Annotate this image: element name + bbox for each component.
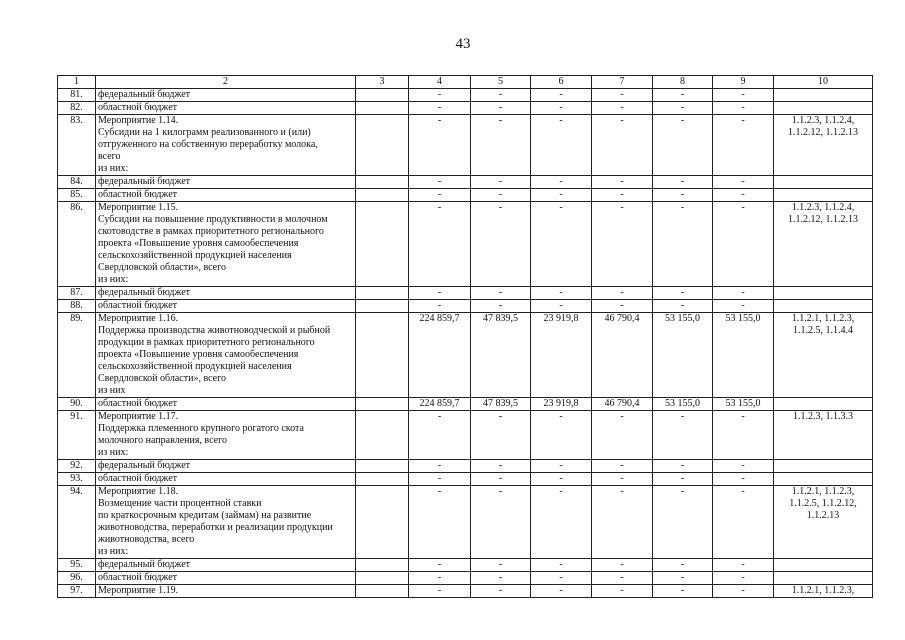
value-cell-col7: 46 790,4 [592,313,653,398]
header-cell-5: 5 [471,76,531,89]
value-cell-col7: - [592,102,653,115]
header-cell-8: 8 [653,76,713,89]
description-line: федеральный бюджет [98,559,191,570]
row-number: 91. [58,411,96,460]
row-description [96,89,356,102]
row-description [96,102,356,115]
target-codes-cell [774,411,873,460]
value-cell-col4: - [409,115,471,176]
header-cell-3: 3 [356,76,409,89]
target-code-line: 1.1.2.13 [806,510,840,521]
row-number: 93. [58,473,96,486]
table-row [58,313,873,398]
value-cell-col9: 53 155,0 [713,398,774,411]
description-line: скотоводстве в рамках приоритетного регионального [98,226,324,237]
value-cell-col4: - [409,486,471,559]
description-line: из них: [98,274,129,285]
value-cell-col8: 53 155,0 [653,398,713,411]
value-cell-col7: - [592,189,653,202]
value-cell-col6: - [531,572,592,585]
value-cell-col7: - [592,460,653,473]
value-cell-col5: - [471,300,531,313]
value-cell-col4: - [409,176,471,189]
col3-cell [356,202,409,287]
row-number: 94. [58,486,96,559]
value-cell-col6: - [531,486,592,559]
table-row [58,287,873,300]
value-cell-col7: - [592,287,653,300]
value-cell-col5: - [471,585,531,598]
row-number: 83. [58,115,96,176]
table-row [58,189,873,202]
header-cell-2: 2 [96,76,356,89]
target-codes-cell [774,313,873,398]
target-code-line: 1.1.2.3, 1.1.3.3 [793,411,853,422]
table-row [58,202,873,287]
table-header-row [58,76,873,89]
target-codes-cell [774,102,873,115]
description-line: федеральный бюджет [98,89,191,100]
col3-cell [356,585,409,598]
value-cell-col8: 53 155,0 [653,313,713,398]
page-number: 43 [455,36,471,52]
value-cell-col5: 47 839,5 [471,313,531,398]
target-codes-cell [774,115,873,176]
col3-cell [356,398,409,411]
value-cell-col5: - [471,559,531,572]
value-cell-col9: 53 155,0 [713,313,774,398]
description-line: всего [98,151,121,162]
value-cell-col9: - [713,287,774,300]
description-line: проекта «Повышение уровня самообеспечения [98,238,299,249]
target-codes-cell [774,486,873,559]
description-line: Поддержка племенного крупного рогатого скота [98,423,304,434]
description-line: из них: [98,546,129,557]
description-line: животноводства, переработки и реализации продукции [98,522,333,533]
row-number: 97. [58,585,96,598]
col3-cell [356,102,409,115]
description-line: Свердловской области», всего [98,373,226,384]
description-line: областной бюджет [98,572,178,583]
table-row [58,486,873,559]
value-cell-col9: - [713,89,774,102]
value-cell-col5: - [471,115,531,176]
row-number: 87. [58,287,96,300]
value-cell-col4: - [409,559,471,572]
description-line: Мероприятие 1.15. [98,202,179,213]
description-line: Поддержка производства животноводческой и рыбной [98,325,331,336]
value-cell-col5: - [471,486,531,559]
description-line: сельскохозяйственной продукцией населения [98,361,292,372]
row-number: 89. [58,313,96,398]
target-code-line: 1.1.2.1, 1.1.2.3, [791,313,855,324]
description-line: Мероприятие 1.18. [98,486,179,497]
table-row [58,411,873,460]
value-cell-col7: - [592,559,653,572]
col3-cell [356,189,409,202]
value-cell-col4: 224 859,7 [409,313,471,398]
description-line: продукции в рамках приоритетного регионального [98,337,315,348]
header-cell-1: 1 [58,76,96,89]
value-cell-col9: - [713,572,774,585]
value-cell-col8: - [653,572,713,585]
value-cell-col9: - [713,473,774,486]
value-cell-col9: - [713,102,774,115]
row-description [96,473,356,486]
header-cell-4: 4 [409,76,471,89]
row-number: 86. [58,202,96,287]
description-line: из них: [98,447,129,458]
col3-cell [356,559,409,572]
description-line: из них [98,385,126,396]
value-cell-col5: - [471,102,531,115]
row-number: 90. [58,398,96,411]
description-line: отгруженного на собственную переработку молока, [98,139,318,150]
description-line: Субсидии на 1 килограмм реализованного и (или) [98,127,311,138]
value-cell-col6: - [531,102,592,115]
col3-cell [356,300,409,313]
value-cell-col8: - [653,559,713,572]
table-row [58,585,873,598]
row-description [96,115,356,176]
value-cell-col4: - [409,202,471,287]
col3-cell [356,176,409,189]
value-cell-col8: - [653,585,713,598]
header-cell-10: 10 [774,76,873,89]
description-line: животноводства, всего [98,534,195,545]
target-codes-cell [774,473,873,486]
row-description [96,313,356,398]
value-cell-col6: - [531,287,592,300]
target-code-line: 1.1.2.1, 1.1.2.3, [791,585,855,596]
value-cell-col6: - [531,189,592,202]
value-cell-col8: - [653,202,713,287]
row-description [96,189,356,202]
value-cell-col9: - [713,115,774,176]
table-row [58,572,873,585]
value-cell-col7: - [592,585,653,598]
target-code-line: 1.1.2.12, 1.1.2.13 [788,214,858,225]
row-number: 85. [58,189,96,202]
description-line: Мероприятие 1.14. [98,115,179,126]
value-cell-col9: - [713,202,774,287]
value-cell-col9: - [713,176,774,189]
col3-cell [356,460,409,473]
value-cell-col8: - [653,115,713,176]
value-cell-col9: - [713,559,774,572]
value-cell-col7: - [592,176,653,189]
header-cell-7: 7 [592,76,653,89]
row-description [96,559,356,572]
col3-cell [356,89,409,102]
value-cell-col7: - [592,473,653,486]
row-description [96,287,356,300]
value-cell-col5: - [471,287,531,300]
target-codes-cell [774,176,873,189]
value-cell-col8: - [653,102,713,115]
value-cell-col6: - [531,585,592,598]
value-cell-col7: 46 790,4 [592,398,653,411]
target-code-line: 1.1.2.1, 1.1.2.3, [791,486,855,497]
value-cell-col4: 224 859,7 [409,398,471,411]
description-line: Мероприятие 1.17. [98,411,179,422]
description-line: Возмещение части процентной ставки [98,498,262,509]
value-cell-col9: - [713,189,774,202]
value-cell-col9: - [713,411,774,460]
row-description [96,411,356,460]
value-cell-col5: - [471,460,531,473]
value-cell-col4: - [409,300,471,313]
target-codes-cell [774,585,873,598]
table-row [58,300,873,313]
value-cell-col7: - [592,202,653,287]
row-number: 81. [58,89,96,102]
value-cell-col4: - [409,411,471,460]
col3-cell [356,115,409,176]
table-row [58,460,873,473]
value-cell-col5: - [471,89,531,102]
value-cell-col7: - [592,486,653,559]
description-line: областной бюджет [98,300,178,311]
row-description [96,460,356,473]
description-line: сельскохозяйственной продукцией населения [98,250,292,261]
value-cell-col5: - [471,411,531,460]
row-description [96,398,356,411]
target-code-line: 1.1.2.3, 1.1.2.4, [791,202,855,213]
value-cell-col4: - [409,460,471,473]
col3-cell [356,411,409,460]
value-cell-col4: - [409,473,471,486]
description-line: по краткосрочным кредитам (займам) на развитие [98,510,312,521]
description-line: областной бюджет [98,189,178,200]
value-cell-col8: - [653,486,713,559]
value-cell-col7: - [592,572,653,585]
target-codes-cell [774,189,873,202]
table-row [58,89,873,102]
row-description [96,176,356,189]
target-code-line: 1.1.2.3, 1.1.2.4, [791,115,855,126]
target-code-line: 1.1.2.12, 1.1.2.13 [788,127,858,138]
value-cell-col6: - [531,460,592,473]
value-cell-col4: - [409,89,471,102]
description-line: молочного направления, всего [98,435,227,446]
table-row [58,115,873,176]
value-cell-col6: 23 919,8 [531,398,592,411]
value-cell-col8: - [653,473,713,486]
target-codes-cell [774,89,873,102]
value-cell-col6: - [531,300,592,313]
description-line: Субсидии на повышение продуктивности в молочном [98,214,328,225]
value-cell-col9: - [713,300,774,313]
value-cell-col5: - [471,572,531,585]
target-codes-cell [774,460,873,473]
description-line: областной бюджет [98,473,178,484]
description-line: Мероприятие 1.19. [98,585,179,596]
value-cell-col7: - [592,300,653,313]
value-cell-col8: - [653,89,713,102]
value-cell-col4: - [409,585,471,598]
value-cell-col6: - [531,411,592,460]
description-line: федеральный бюджет [98,287,191,298]
value-cell-col5: - [471,189,531,202]
value-cell-col7: - [592,411,653,460]
header-cell-9: 9 [713,76,774,89]
value-cell-col6: - [531,89,592,102]
value-cell-col4: - [409,287,471,300]
col3-cell [356,572,409,585]
description-line: федеральный бюджет [98,460,191,471]
target-codes-cell [774,287,873,300]
row-number: 96. [58,572,96,585]
target-codes-cell [774,559,873,572]
table-row [58,176,873,189]
row-number: 92. [58,460,96,473]
target-code-line: 1.1.2.5, 1.1.4.4 [793,325,853,336]
col3-cell [356,287,409,300]
value-cell-col6: 23 919,8 [531,313,592,398]
value-cell-col6: - [531,176,592,189]
description-line: проекта «Повышение уровня самообеспечения [98,349,299,360]
col3-cell [356,313,409,398]
value-cell-col5: 47 839,5 [471,398,531,411]
row-number: 88. [58,300,96,313]
table-row [58,102,873,115]
description-line: областной бюджет [98,398,178,409]
row-number: 82. [58,102,96,115]
table-row [58,473,873,486]
row-number: 95. [58,559,96,572]
value-cell-col7: - [592,89,653,102]
value-cell-col8: - [653,287,713,300]
target-codes-cell [774,572,873,585]
value-cell-col5: - [471,473,531,486]
target-code-line: 1.1.2.5, 1.1.2.12, [789,498,857,509]
row-description [96,486,356,559]
value-cell-col9: - [713,460,774,473]
target-codes-cell [774,300,873,313]
value-cell-col4: - [409,189,471,202]
value-cell-col8: - [653,300,713,313]
description-line: Мероприятие 1.16. [98,313,179,324]
col3-cell [356,473,409,486]
budget-table [57,75,873,598]
description-line: областной бюджет [98,102,178,113]
value-cell-col5: - [471,176,531,189]
value-cell-col4: - [409,572,471,585]
row-number: 84. [58,176,96,189]
value-cell-col6: - [531,559,592,572]
row-description [96,585,356,598]
value-cell-col9: - [713,585,774,598]
header-cell-6: 6 [531,76,592,89]
value-cell-col4: - [409,102,471,115]
value-cell-col6: - [531,202,592,287]
description-line: Свердловской области», всего [98,262,226,273]
value-cell-col9: - [713,486,774,559]
value-cell-col8: - [653,460,713,473]
target-codes-cell [774,398,873,411]
row-description [96,572,356,585]
table-row [58,398,873,411]
table-row [58,559,873,572]
col3-cell [356,486,409,559]
value-cell-col6: - [531,473,592,486]
value-cell-col8: - [653,189,713,202]
value-cell-col7: - [592,115,653,176]
row-description [96,300,356,313]
description-line: федеральный бюджет [98,176,191,187]
value-cell-col5: - [471,202,531,287]
target-codes-cell [774,202,873,287]
value-cell-col8: - [653,411,713,460]
value-cell-col8: - [653,176,713,189]
row-description [96,202,356,287]
value-cell-col6: - [531,115,592,176]
description-line: из них: [98,163,129,174]
